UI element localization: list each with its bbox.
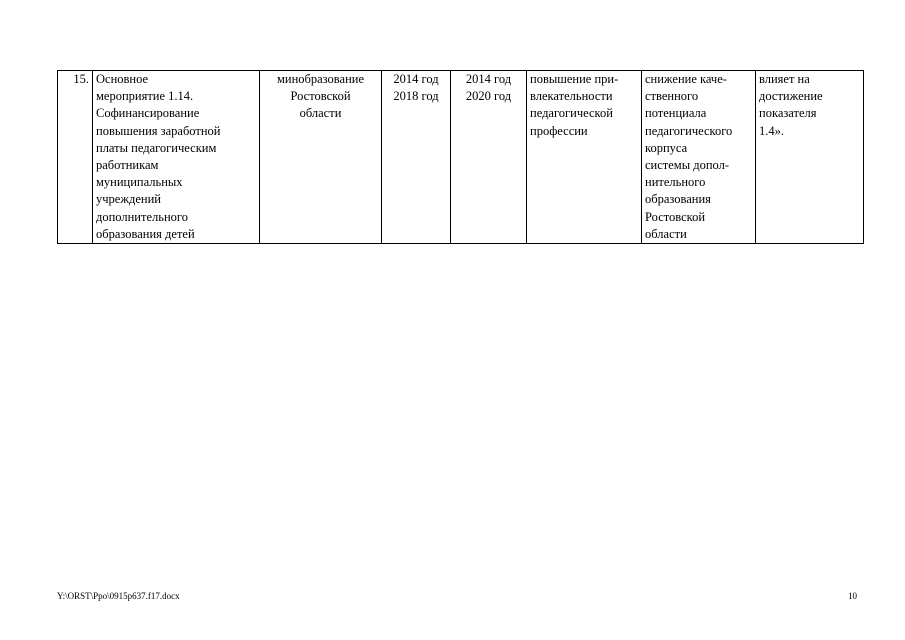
indicator-relation-cell: влияет на достижение показателя 1.4». (756, 71, 864, 244)
measures-table (57, 70, 864, 244)
consequences-cell: снижение каче- ственного потенциала педагогического корпуса системы допол- нительного образования Ростовской области (642, 71, 756, 244)
expected-result-cell: повышение при- влекательности педагогической профессии (527, 71, 642, 244)
table-row (58, 71, 864, 244)
footer-file-path: Y:\ORST\Ppo\0915p637.f17.docx (57, 591, 180, 601)
start-period-cell: 2014 год 2018 год (382, 71, 451, 244)
executor-cell: минобразование Ростовской области (260, 71, 382, 244)
row-number-cell: 15. (58, 71, 93, 244)
measure-cell: Основное мероприятие 1.14. Софинансирование повышения заработной платы педагогическим работникам муниципальных учреждений дополнительного образования детей (93, 71, 260, 244)
page-number: 10 (848, 591, 857, 601)
end-period-cell: 2014 год 2020 год (451, 71, 527, 244)
